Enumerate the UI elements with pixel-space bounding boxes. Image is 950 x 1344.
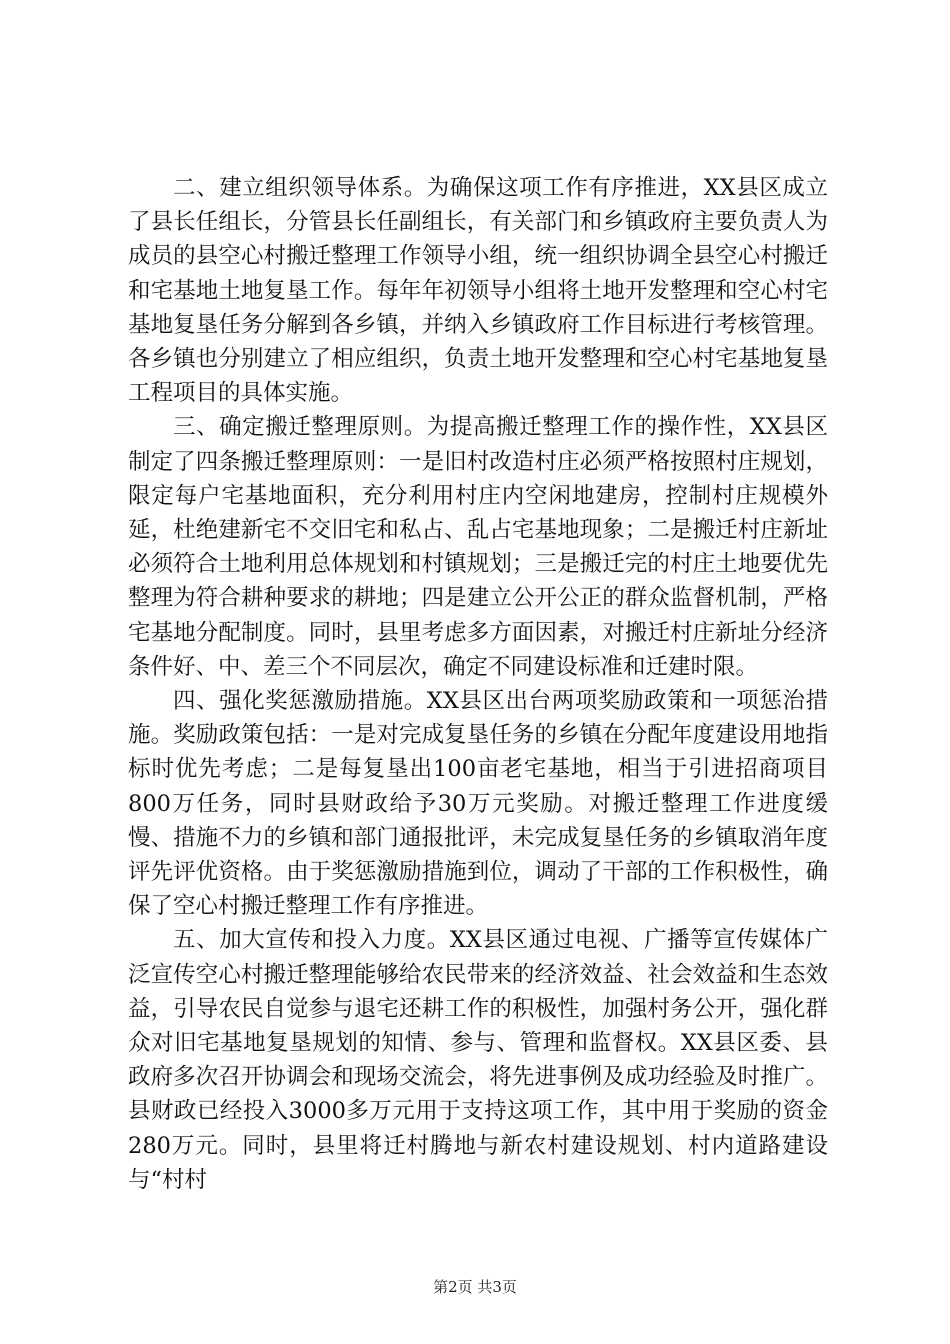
paragraph-3-principles: 三、确定搬迁整理原则。为提高搬迁整理工作的操作性，XX县区制定了四条搬迁整理原则：一是旧村改造村庄必须严格按照村庄规划，限定每户宅基地面积，充分利用村庄内空闲地建房，控制村庄规模外延，杜绝建新宅不交旧宅和私占、乱占宅基地现象；二是搬迁村庄新址必须符合土地利用总体规划和村镇规划；三是搬迁完的村庄土地要优先整理为符合耕种要求的耕地；四是建立公开公正的群众监督机制，严格宅基地分配制度。同时，县里考虑多方面因素，对搬迁村庄新址分经济条件好、中、差三个不同层次，确定不同建设标准和迁建时限。	[128, 414, 828, 680]
paragraph-2-organization: 二、建立组织领导体系。为确保这项工作有序推进，XX县区成立了县长任组长，分管县长任副组长，有关部门和乡镇政府主要负责人为成员的县空心村搬迁整理工作领导小组，统一组织协调全县空心村搬迁和宅基地土地复垦工作。每年年初领导小组将土地开发整理和空心村宅基地复垦任务分解到各乡镇，并纳入乡镇政府工作目标进行考核管理。各乡镇也分别建立了相应组织，负责土地开发整理和空心村宅基地复垦工程项目的具体实施。	[128, 175, 828, 407]
document-body	[128, 171, 828, 1197]
paragraph-5-publicity: 五、加大宣传和投入力度。XX县区通过电视、广播等宣传媒体广泛宣传空心村搬迁整理能够给农民带来的经济效益、社会效益和生态效益，引导农民自觉参与退宅还耕工作的积极性，加强村务公开，强化群众对旧宅基地复垦规划的知情、参与、管理和监督权。XX县区委、县政府多次召开协调会和现场交流会，将先进事例及成功经验及时推广。县财政已经投入3000多万元用于支持这项工作，其中用于奖励的资金280万元。同时，县里将迁村腾地与新农村建设规划、村内道路建设与“村村	[128, 927, 828, 1193]
paragraph-4-incentives: 四、强化奖惩激励措施。XX县区出台两项奖励政策和一项惩治措施。奖励政策包括：一是对完成复垦任务的乡镇在分配年度建设用地指标时优先考虑；二是每复垦出100亩老宅基地，相当于引进招商项目800万任务，同时县财政给予30万元奖励。对搬迁整理工作进度缓慢、措施不力的乡镇和部门通报批评，未完成复垦任务的乡镇取消年度评先评优资格。由于奖惩激励措施到位，调动了干部的工作积极性，确保了空心村搬迁整理工作有序推进。	[128, 688, 828, 920]
page-number-footer: 第2页 共3页	[433, 1278, 517, 1296]
